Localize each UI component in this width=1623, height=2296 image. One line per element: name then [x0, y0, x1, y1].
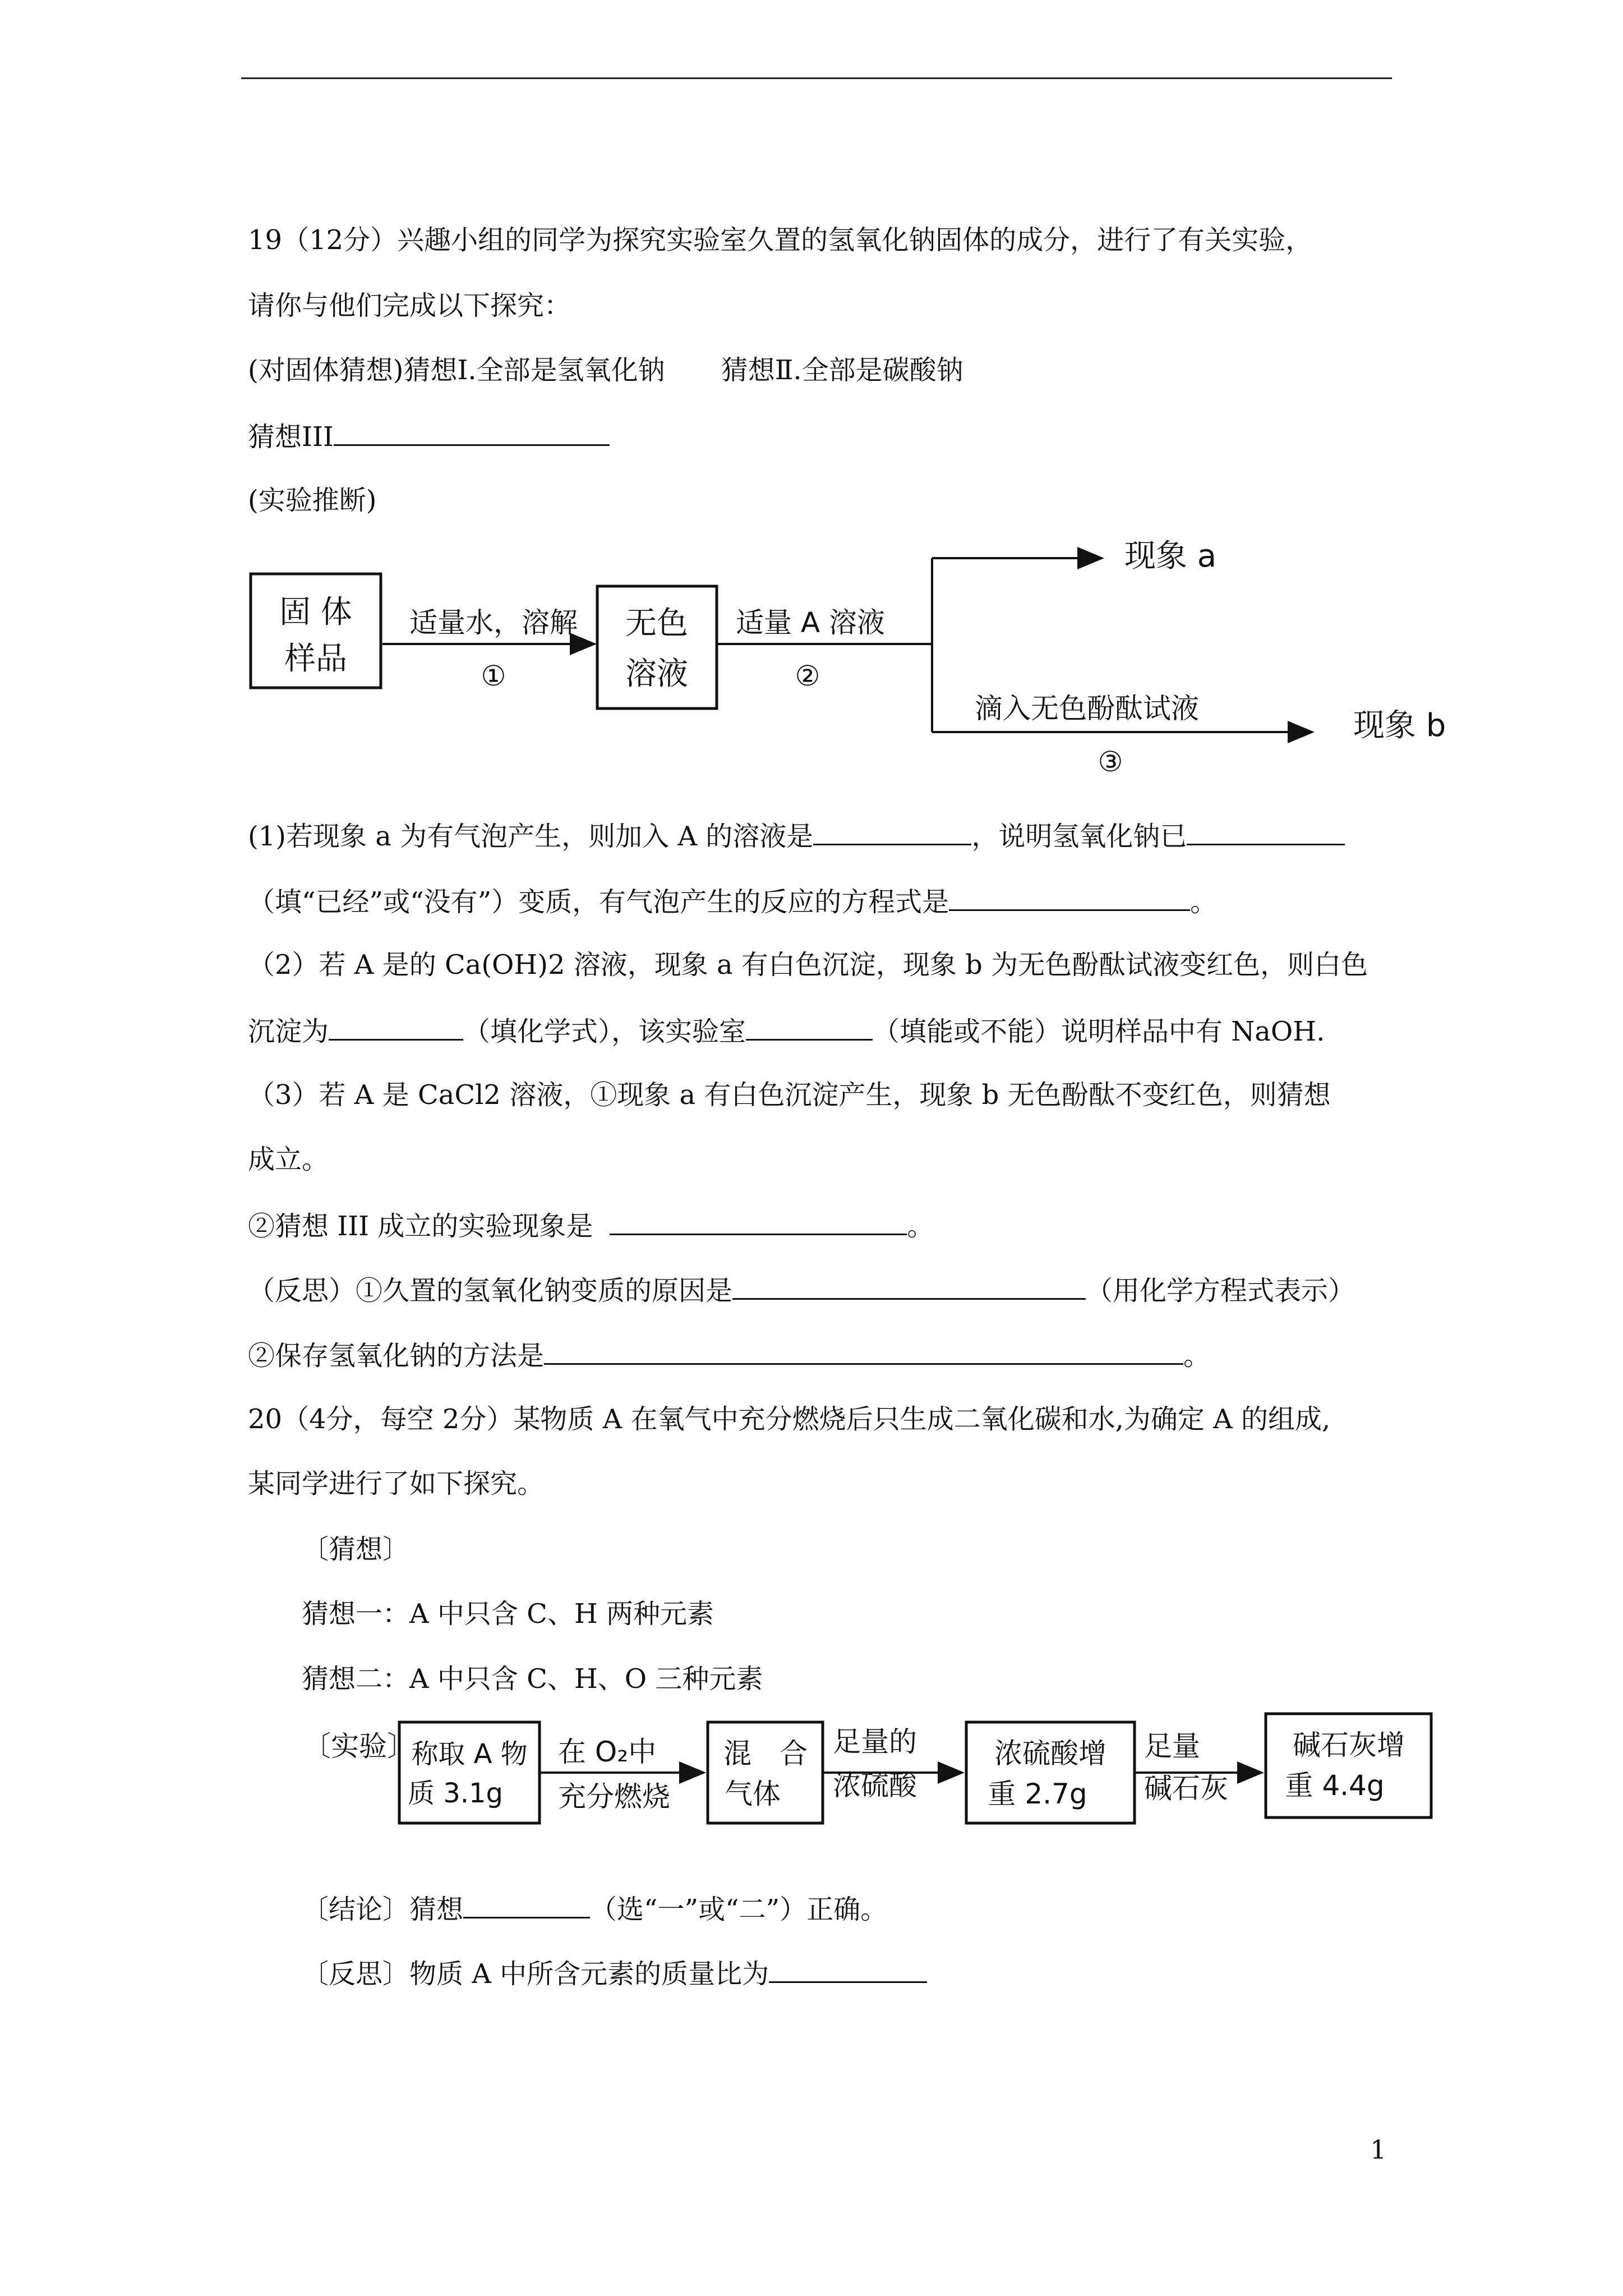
flow1-box1-line1: 固 体: [279, 594, 352, 631]
flow1-phenomenon-b: 现象 b: [1353, 707, 1446, 744]
page-number: 1: [1370, 2134, 1387, 2165]
flow2-arrow2-line1: 足量的: [833, 1726, 917, 1758]
flow1-arrow1-label: 适量水，溶解: [409, 606, 578, 639]
flow2-arrow1-line1: 在 O₂中: [558, 1736, 657, 1768]
concl-text-a: 〔结论〕猜想: [302, 1894, 464, 1925]
flow2-box1-line1: 称取 A 物: [411, 1738, 528, 1770]
q20-guess-2: 猜想二：A 中只含 C、H、O 三种元素: [302, 1663, 763, 1695]
flow2-arrow2-line2: 浓硫酸: [833, 1769, 917, 1802]
p1-text-a: (1)若现象 a 为有气泡产生，则加入 A 的溶液是: [248, 821, 814, 852]
q20-conclusion: [302, 1891, 887, 1926]
refl-blank-ratio[interactable]: [769, 1955, 927, 1983]
q20-guess-1: 猜想一：A 中只含 C、H 两种元素: [302, 1598, 714, 1630]
flow1-arrow3-label: 滴入无色酚酞试液: [975, 692, 1199, 725]
flow1-arrow2-label: 适量 A 溶液: [736, 606, 885, 639]
p1-text-d: 。: [1190, 886, 1218, 918]
flow2-box3-line1: 浓硫酸增: [994, 1737, 1106, 1770]
concl-text-b: （选“一”或“二”）正确。: [590, 1894, 888, 1925]
p2-text-c: （填化学式），该实验室: [463, 1016, 746, 1047]
flow2-arrow1-line2: 充分燃烧: [558, 1780, 670, 1813]
flow1-box1-line2: 样品: [284, 641, 347, 677]
concl-blank-guess[interactable]: [463, 1891, 590, 1918]
flow2-box2-line2: 气体: [725, 1778, 781, 1810]
guess-1: (对固体猜想)猜想Ⅰ.全部是氢氧化钠: [248, 355, 665, 386]
refl-text: 〔反思〕物质 A 中所含元素的质量比为: [302, 1958, 769, 1990]
flow2-arrow3-line1: 足量: [1144, 1730, 1200, 1763]
flow1-phenomenon-a: 现象 a: [1124, 538, 1217, 574]
q20-guess-heading: 〔猜想〕: [302, 1534, 410, 1565]
flow2-box4-line1: 碱石灰增: [1293, 1729, 1405, 1761]
p1-text-b: ，说明氢氧化钠已: [971, 821, 1187, 852]
p3-text-d: 。: [907, 1211, 934, 1242]
q19-infer-label: (实验推断): [248, 485, 377, 516]
flow1-box2-line2: 溶液: [625, 656, 688, 692]
r2-text-a: ②保存氢氧化钠的方法是: [248, 1340, 545, 1372]
r1-text-b: （用化学方程式表示）: [1086, 1275, 1355, 1306]
r2-text-b: 。: [1183, 1340, 1211, 1372]
flow2-box3-line2: 重 2.7g: [988, 1778, 1087, 1810]
q19-part3-line1: （3）若 A 是 CaCl2 溶液，①现象 a 有白色沉淀产生，现象 b 无色酚酞不变红色，则猜想: [248, 1079, 1331, 1111]
flow2-box2-line1: 混 合: [723, 1737, 808, 1770]
flow1-step2: ②: [795, 660, 820, 692]
guess-3-label: 猜想III: [248, 421, 334, 453]
p2-text-d: （填能或不能）说明样品中有 NaOH.: [873, 1016, 1325, 1047]
p3-text-c: ②猜想 III 成立的实验现象是: [248, 1211, 593, 1242]
r1-text-a: （反思）①久置的氢氧化钠变质的原因是: [248, 1275, 733, 1306]
flow1-step1: ①: [481, 660, 506, 692]
flow2-box4-line2: 重 4.4g: [1285, 1769, 1385, 1802]
flow2-arrow3-line2: 碱石灰: [1144, 1772, 1228, 1805]
q20-reflection: [302, 1955, 927, 1991]
flow1-box2-line1: 无色: [625, 605, 688, 642]
q19-part2-line1: （2）若 A 是的 Ca(OH)2 溶液，现象 a 有白色沉淀，现象 b 为无色酚酞试液变红色，则白色: [248, 949, 1368, 981]
guess-2: 猜想Ⅱ.全部是碳酸钠: [721, 355, 963, 386]
q20-intro-line1: 20（4分，每空 2分）某物质 A 在氧气中充分燃烧后只生成二氧化碳和水,为确定 A 的组成,: [248, 1404, 1331, 1435]
q19-intro-line1: 19（12分）兴趣小组的同学为探究实验室久置的氢氧化钠固体的成分，进行了有关实验，: [248, 224, 1313, 256]
q20-intro-line2: 某同学进行了如下探究。: [248, 1468, 545, 1499]
p2-text-b: 沉淀为: [248, 1016, 329, 1047]
flow2-box1-line2: 质 3.1g: [407, 1778, 504, 1809]
flow1-step3: ③: [1098, 746, 1123, 778]
p1-text-c: （填“已经”或“没有”）变质，有气泡产生的反应的方程式是: [248, 886, 949, 918]
flow2-experiment-label: 〔实验〕: [303, 1730, 415, 1763]
q19-intro-line2: 请你与他们完成以下探究：: [248, 290, 571, 321]
q19-part3-line2: 成立。: [248, 1144, 329, 1175]
